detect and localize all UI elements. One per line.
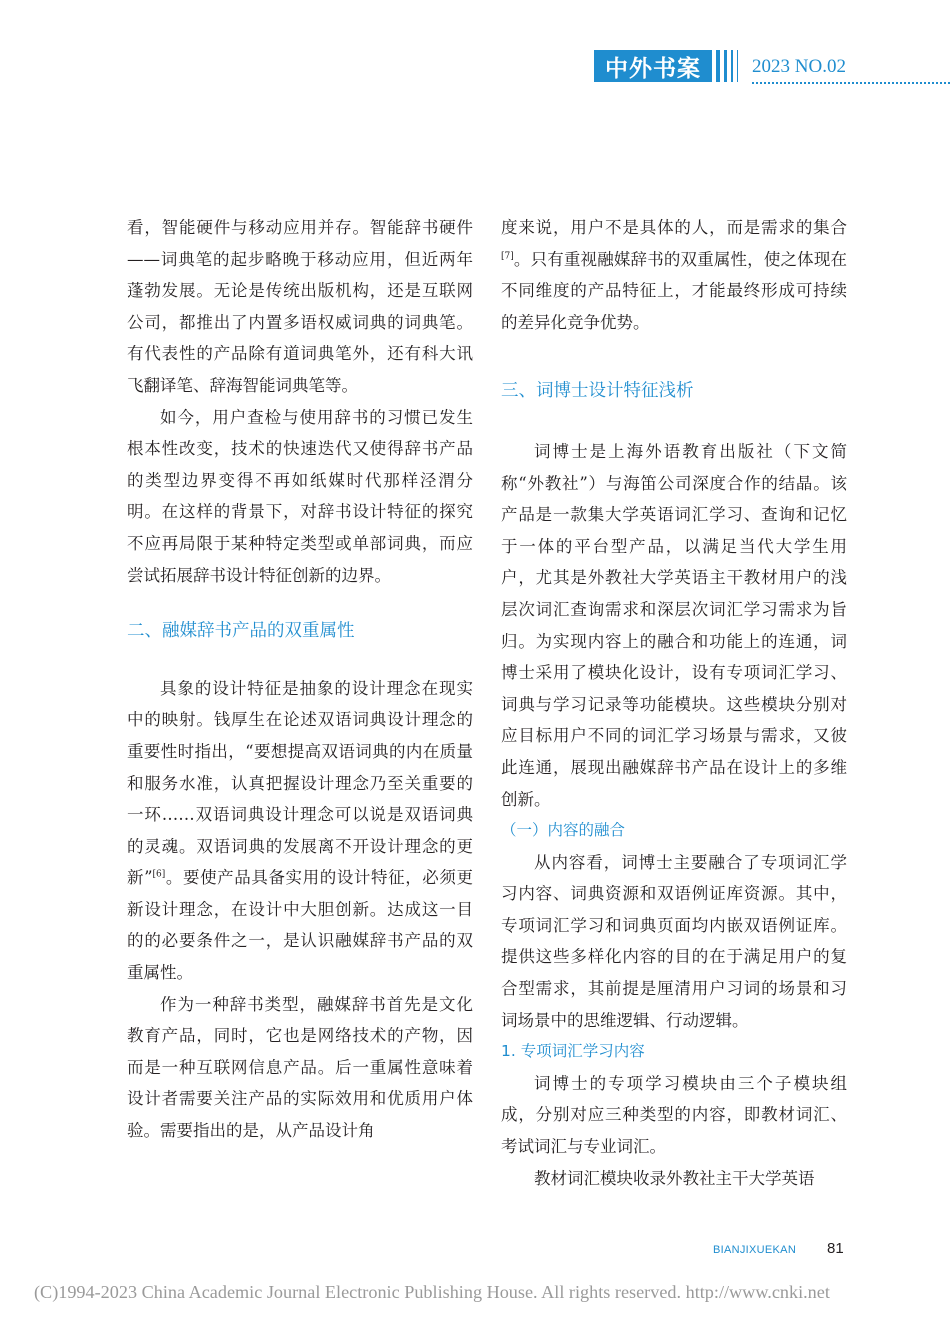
paragraph: 具象的设计特征是抽象的设计理念在现实中的映射。钱厚生在论述双语词典设计理念的重要性时指出，“要想提高双语词典的内在质量和服务水准，认真把握设计理念乃至关重要的一环……双语词典设计理念可以说是双语词典的灵魂。双语词典的发展离不开设计理念的更新”[6]。要使产品具备实用的设计特征，必须更新设计理念，在设计中大胆创新。达成这一目的的必要条件之一，是认识融媒辞书产品的双重属性。: [127, 678, 473, 983]
issue-number: 2023 NO.02: [752, 56, 846, 77]
paragraph: 度来说，用户不是具体的人，而是需求的集合[7]。只有重视融媒辞书的双重属性，使之体现在不同维度的产品特征上，才能最终形成可持续的差异化竞争优势。: [501, 218, 847, 332]
section-heading: 二、融媒辞书产品的双重属性: [127, 621, 355, 642]
right-column: [501, 212, 847, 1194]
paragraph: 词博士是上海外语教育出版社（下文简称“外教社”）与海笛公司深度合作的结晶。该产品是一款集大学英语词汇学习、查询和记忆于一体的平台型产品，以满足当代大学生用户，尤其是外教社大学英语主干教材用户的浅层次词汇查询需求和深层次词汇学习需求为旨归。为实现内容上的融合和功能上的连通，词博士采用了模块化设计，设有专项词汇学习、词典与学习记录等功能模块。这些模块分别对应目标用户不同的词汇学习场景与需求，又彼此连通，展现出融媒辞书产品在设计上的多维创新。: [501, 441, 847, 809]
copyright-watermark: (C)1994-2023 China Academic Journal Electronic Publishing House. All rights reserved. http://www.cnki.net: [34, 1282, 830, 1302]
paragraph: 如今，用户查检与使用辞书的习惯已发生根本性改变，技术的快速迭代又使得辞书产品的类型边界变得不再如纸媒时代那样泾渭分明。在这样的背景下，对辞书设计特征的探究不应再局限于某种特定类型或单部词典，而应尝试拓展辞书设计特征创新的边界。: [127, 407, 473, 585]
citation: [7]: [501, 251, 514, 262]
journal-title-banner: [594, 50, 712, 82]
page-number: 81: [827, 1240, 844, 1257]
paragraph: 作为一种辞书类型，融媒辞书首先是文化教育产品，同时，它也是网络技术的产物，因而是一种互联网信息产品。后一重属性意味着设计者需要关注产品的实际效用和优质用户体验。需要指出的是，从产品设计角: [127, 994, 473, 1141]
header-dotted-rule: [752, 82, 950, 84]
footer-journal-label: BIANJIXUEKAN: [713, 1244, 797, 1256]
paragraph: 教材词汇模块收录外教社主干大学英语: [534, 1168, 815, 1188]
header-stripe: [731, 50, 733, 82]
header-stripe: [716, 50, 720, 82]
citation: [6]: [152, 869, 166, 880]
paragraph: 词博士的专项学习模块由三个子模块组成，分别对应三种类型的内容，即教材词汇、考试词汇与专业词汇。: [501, 1073, 847, 1157]
paragraph: 从内容看，词博士主要融合了专项词汇学习内容、词典资源和双语例证库资源。其中，专项词汇学习和词典页面均内嵌双语例证库。提供这些多样化内容的目的在于满足用户的复合型需求，其前提是厘清用户习词的场景和习词场景中的思维逻辑、行动逻辑。: [501, 852, 847, 1030]
subsection-heading: （一）内容的融合: [501, 821, 626, 840]
subsubsection-heading: 1. 专项词汇学习内容: [501, 1042, 645, 1061]
section-heading: 三、词博士设计特征浅析: [501, 381, 694, 402]
journal-title: 中外书案: [605, 54, 701, 82]
paragraph: 看，智能硬件与移动应用并存。智能辞书硬件——词典笔的起步略晚于移动应用，但近两年蓬勃发展。无论是传统出版机构，还是互联网公司，都推出了内置多语权威词典的词典笔。有代表性的产品除有道词典笔外，还有科大讯飞翻译笔、辞海智能词典笔等。: [127, 218, 473, 395]
left-column: [127, 212, 473, 1147]
header-stripe: [724, 50, 727, 82]
header-stripe: [737, 50, 738, 82]
